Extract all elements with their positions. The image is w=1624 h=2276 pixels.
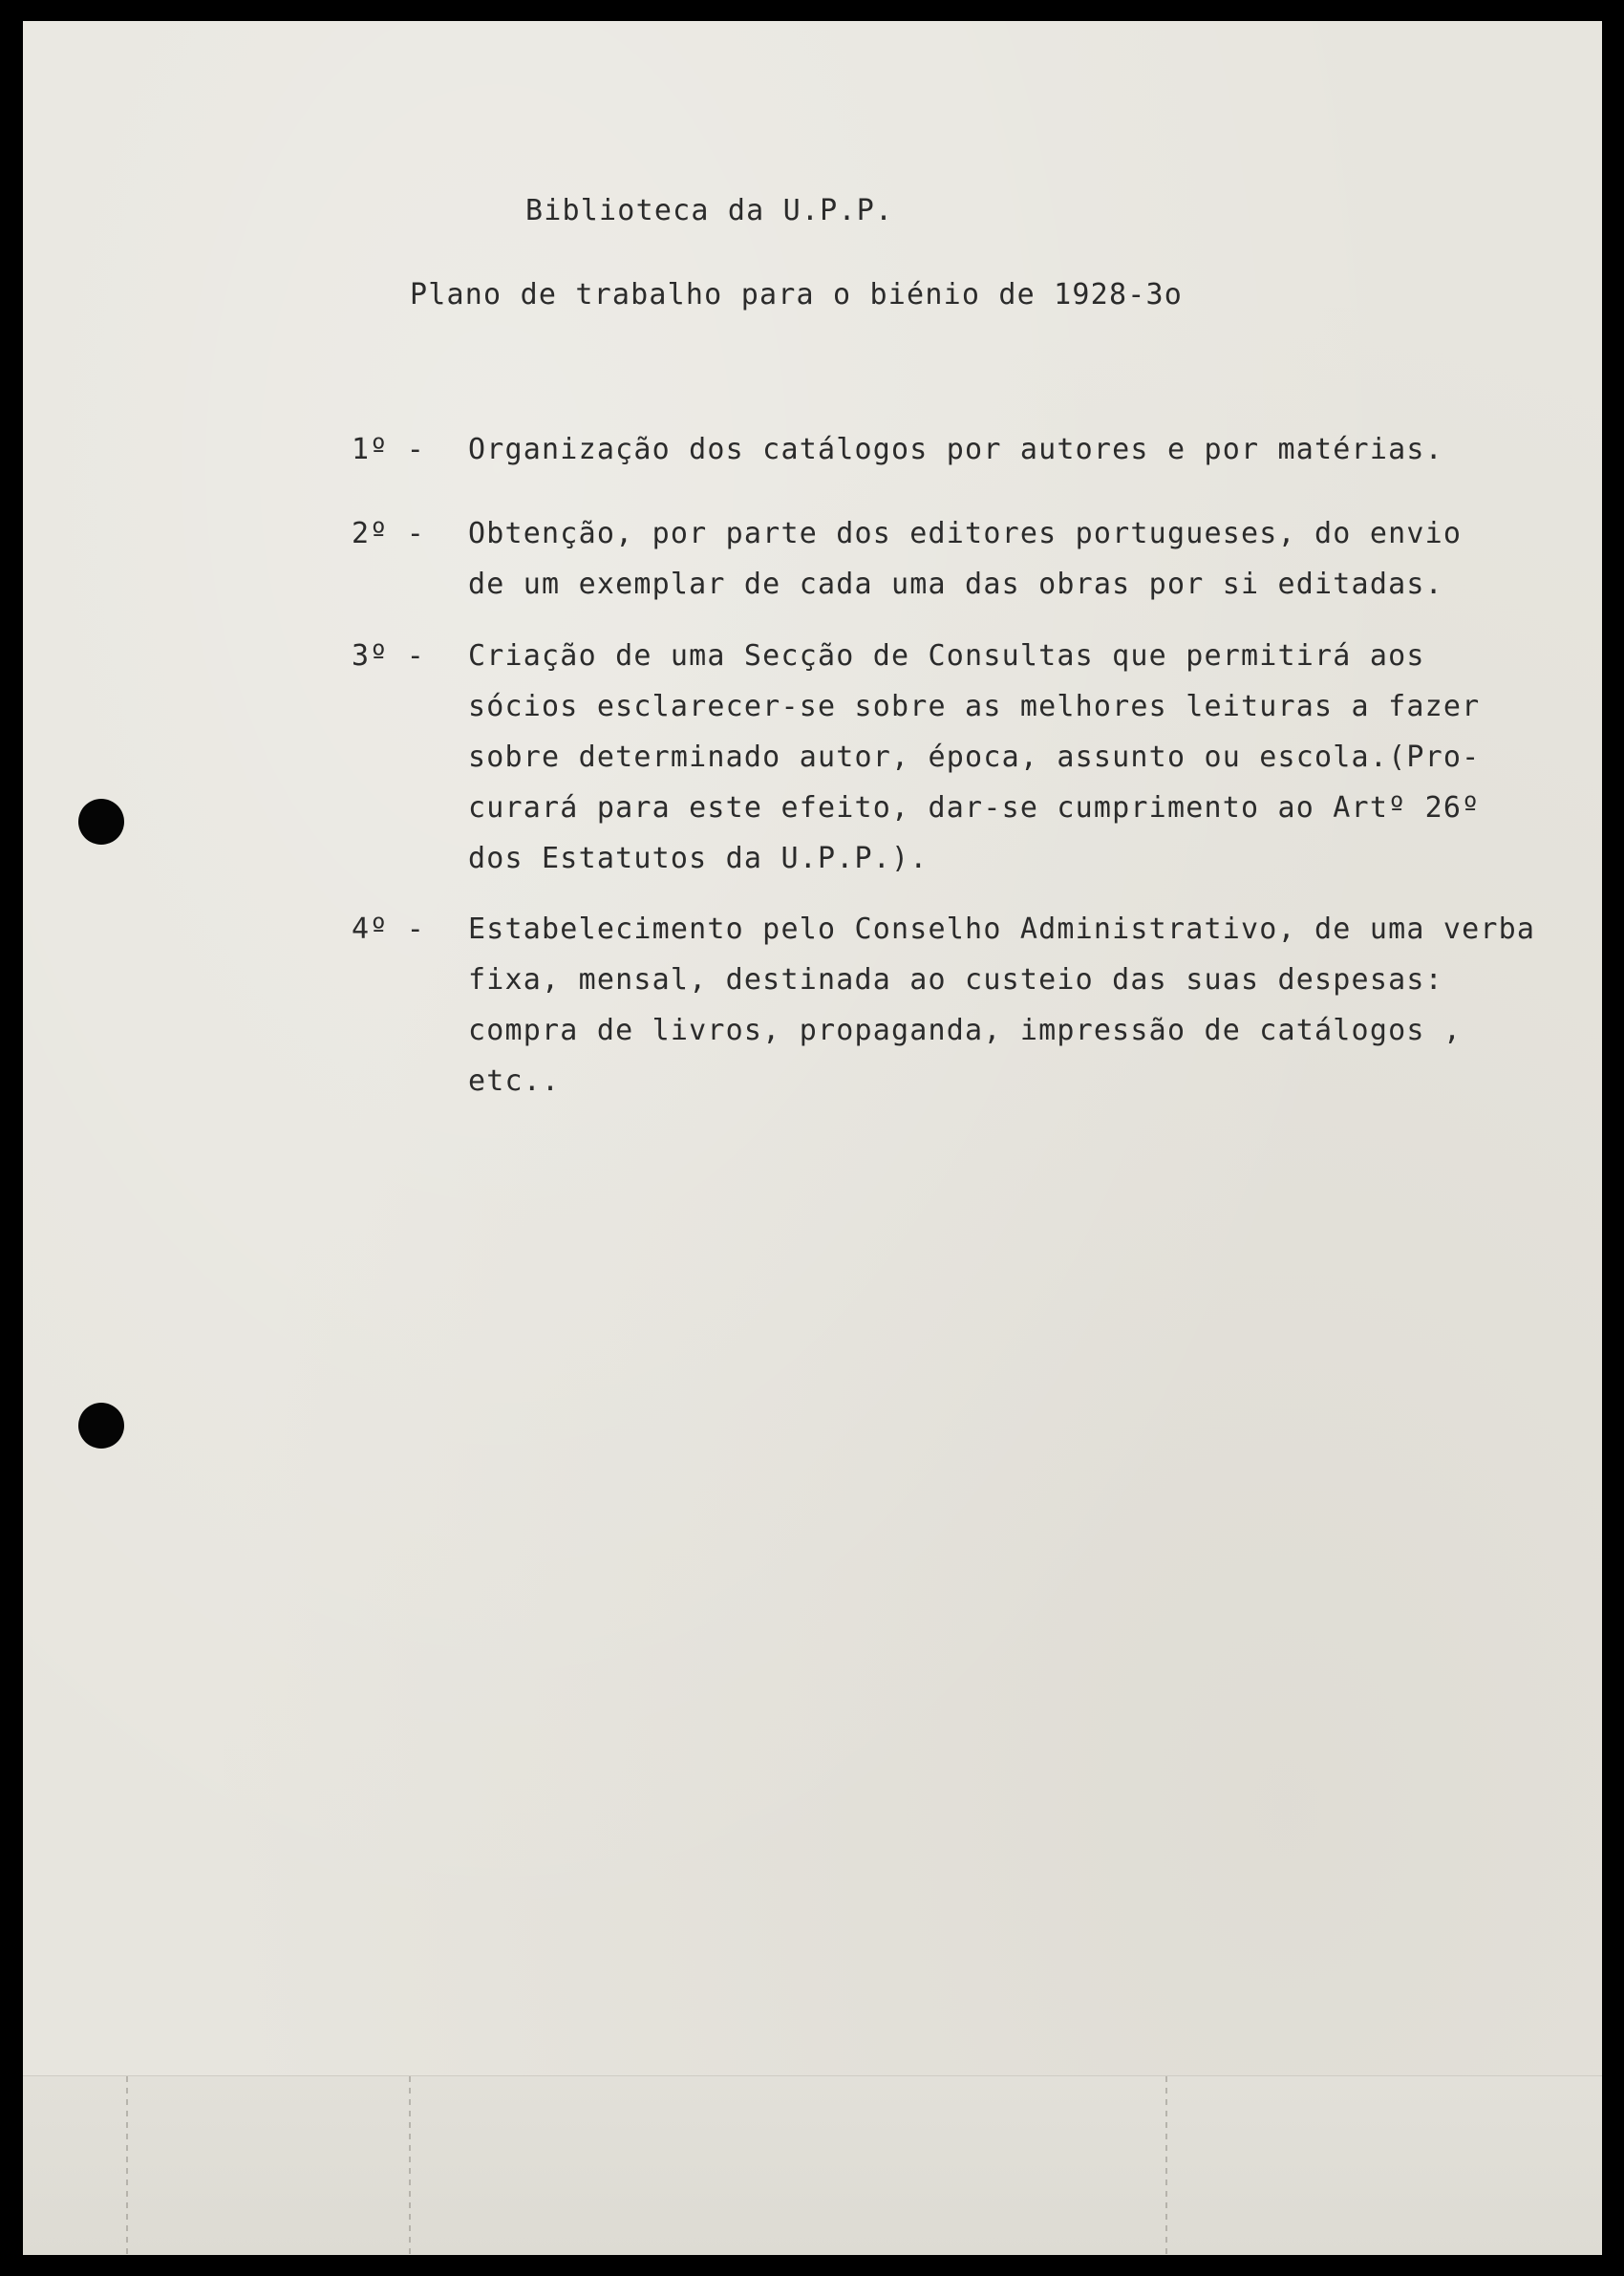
item-line: Criação de uma Secção de Consultas que permitirá aos	[468, 639, 1425, 673]
item-number: 1º -	[352, 433, 426, 466]
document-page	[23, 21, 1602, 2255]
crease-line	[1165, 2076, 1167, 2255]
punch-hole	[78, 799, 124, 845]
item-line: sócios esclarecer-se sobre as melhores leituras a fazer	[468, 690, 1481, 723]
item-line: etc..	[468, 1064, 561, 1098]
item-line: Organização dos catálogos por autores e por matérias.	[468, 433, 1443, 466]
item-text	[468, 424, 1443, 475]
item-text	[468, 631, 1480, 884]
crease-line	[126, 2076, 128, 2255]
crease-line	[409, 2076, 411, 2255]
item-number: 2º -	[352, 517, 426, 550]
folded-edge	[23, 2075, 1602, 2255]
item-line: curará para este efeito, dar-se cumprimento ao Artº 26º	[468, 791, 1481, 825]
item-text	[468, 508, 1462, 610]
item-number: 4º -	[352, 913, 426, 946]
item-line: de um exemplar de cada uma das obras por si editadas.	[468, 568, 1443, 601]
item-number: 3º -	[352, 639, 426, 673]
item-text	[468, 904, 1535, 1106]
item-line: Estabelecimento pelo Conselho Administrativo, de uma verba	[468, 913, 1536, 946]
item-line: dos Estatutos da U.P.P.).	[468, 842, 929, 875]
punch-hole	[78, 1403, 124, 1449]
plan-title: Plano de trabalho para o biénio de 1928-3o	[410, 278, 1183, 311]
item-line: compra de livros, propaganda, impressão de catálogos ,	[468, 1014, 1463, 1047]
item-line: fixa, mensal, destinada ao custeio das suas despesas:	[468, 963, 1443, 997]
item-line: Obtenção, por parte dos editores portugueses, do envio	[468, 517, 1463, 550]
item-line: sobre determinado autor, época, assunto ou escola.(Pro-	[468, 741, 1481, 774]
library-title: Biblioteca da U.P.P.	[525, 194, 894, 227]
